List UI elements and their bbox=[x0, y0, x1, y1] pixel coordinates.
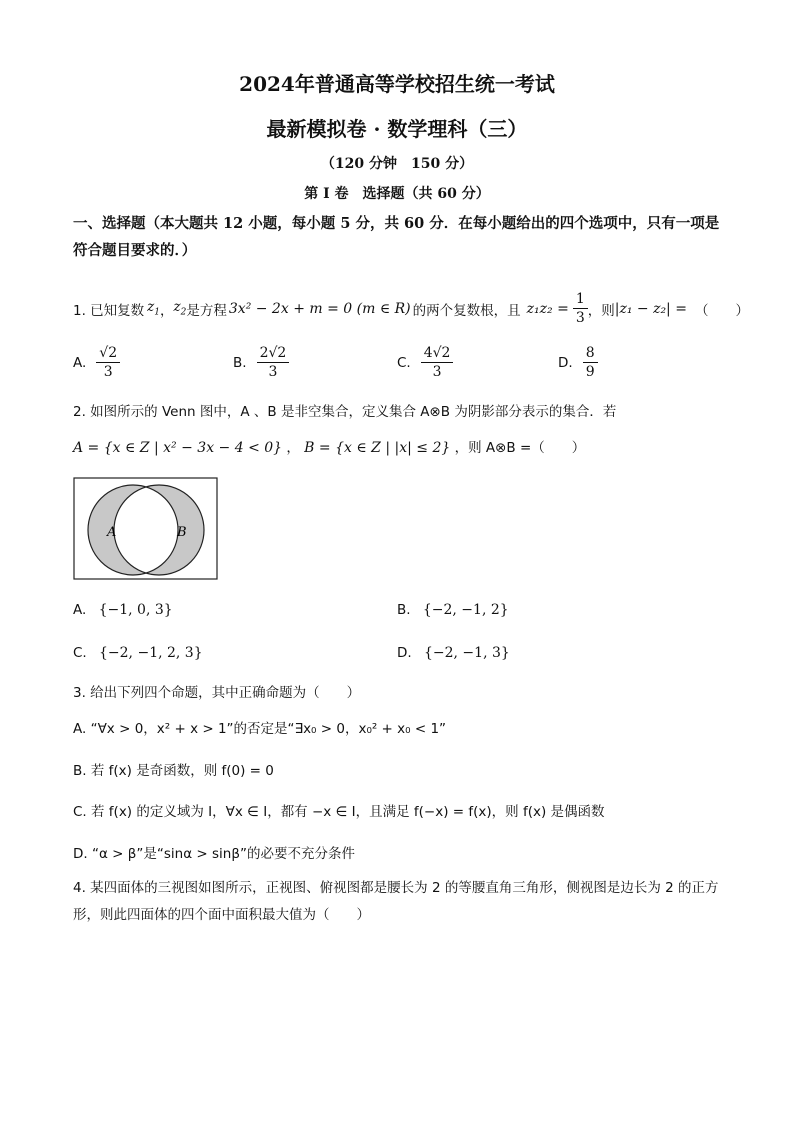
q3-option-a[interactable]: A. “∀x > 0，x² + x > 1”的否定是“∃x₀ > 0，x₀² + x₀ < 1” bbox=[73, 721, 447, 737]
q1-option-c[interactable]: C. $\frac{4√2}{3}$ bbox=[397, 344, 453, 381]
q1-answer-paren: （ ） bbox=[694, 302, 749, 319]
q1-z1: $z_1$ bbox=[147, 299, 161, 318]
q1-fraction: $\frac{1}{3}$ bbox=[573, 290, 588, 327]
q1-option-d[interactable]: D. $\frac{8}{9}$ bbox=[558, 344, 598, 381]
q1-option-b[interactable]: B. $\frac{2√2}{3}$ bbox=[233, 344, 289, 381]
q1-option-a[interactable]: A. $\frac{√2}{3}$ bbox=[73, 344, 120, 381]
venn-label-a: A bbox=[107, 525, 117, 540]
q2-option-d[interactable]: D. {−2, −1, 3} bbox=[397, 645, 510, 661]
question-4-stem: 4. 某四面体的三视图如图所示，正视图、俯视图都是腰长为 2 的等腰直角三角形，侧视图是边长为 2 的正方形，则此四面体的四个面中面积最大值为（ ） bbox=[73, 880, 719, 923]
q1-text-d: ，则 bbox=[587, 302, 615, 319]
exam-title: 2024年普通高等学校招生统一考试 bbox=[239, 72, 555, 96]
q1-text-b: 是方程 bbox=[186, 302, 227, 319]
q2-option-c[interactable]: C. {−2, −1, 2, 3} bbox=[73, 645, 203, 661]
q1-text-a: 1. 已知复数 bbox=[73, 302, 145, 319]
q2-option-a[interactable]: A. {−1, 0, 3} bbox=[73, 602, 173, 618]
q1-equation: 3x² − 2x + m = 0 (m ∈ R) bbox=[228, 300, 411, 317]
q2-option-b[interactable]: B. {−2, −1, 2} bbox=[397, 602, 509, 618]
q3-option-d[interactable]: D. “α > β”是“sinα > sinβ”的必要不充分条件 bbox=[73, 846, 355, 862]
section-heading: 第 I 卷 选择题（共 60 分） bbox=[304, 186, 490, 202]
question-3-stem: 3. 给出下列四个命题，其中正确命题为（ ） bbox=[73, 685, 361, 701]
exam-subtitle: 最新模拟卷 · 数学理科（三） bbox=[266, 117, 528, 141]
q1-product: z₁z₂ = bbox=[526, 300, 569, 317]
q1-sep: ， bbox=[160, 302, 174, 319]
exam-meta: （120 分钟 150 分） bbox=[320, 156, 474, 172]
section-instructions: 一、选择题（本大题共 12 小题，每小题 5 分，共 60 分．在每小题给出的四个选项中，只有一项是符合题目要求的．） bbox=[73, 215, 720, 259]
question-1-stem bbox=[73, 290, 749, 327]
q1-z2: $z_2$ bbox=[173, 299, 187, 318]
q3-option-c[interactable]: C. 若 f(x) 的定义域为 I，∀x ∈ I，都有 −x ∈ I，且满足 f(−x) = f(x)，则 f(x) 是偶函数 bbox=[73, 804, 605, 820]
venn-label-b: B bbox=[177, 525, 187, 540]
q1-text-c: 的两个复数根，且 bbox=[412, 302, 521, 319]
venn-diagram bbox=[73, 477, 219, 581]
question-2-line2: A = {x ∈ Z | x² − 3x − 4 < 0} ， B = {x ∈ Z | |x| ≤ 2} ，则 A⊗B =（ ） bbox=[73, 440, 586, 456]
q3-option-b[interactable]: B. 若 f(x) 是奇函数，则 f(0) = 0 bbox=[73, 763, 274, 779]
set-b-definition: B = {x ∈ Z | |x| ≤ 2} bbox=[304, 440, 451, 456]
question-2-line1: 2. 如图所示的 Venn 图中，A 、B 是非空集合，定义集合 A⊗B 为阴影部分表示的集合．若 bbox=[73, 404, 617, 420]
set-a-definition: A = {x ∈ Z | x² − 3x − 4 < 0} bbox=[73, 440, 283, 456]
q1-abs-expr: |z₁ − z₂| = bbox=[614, 300, 687, 317]
